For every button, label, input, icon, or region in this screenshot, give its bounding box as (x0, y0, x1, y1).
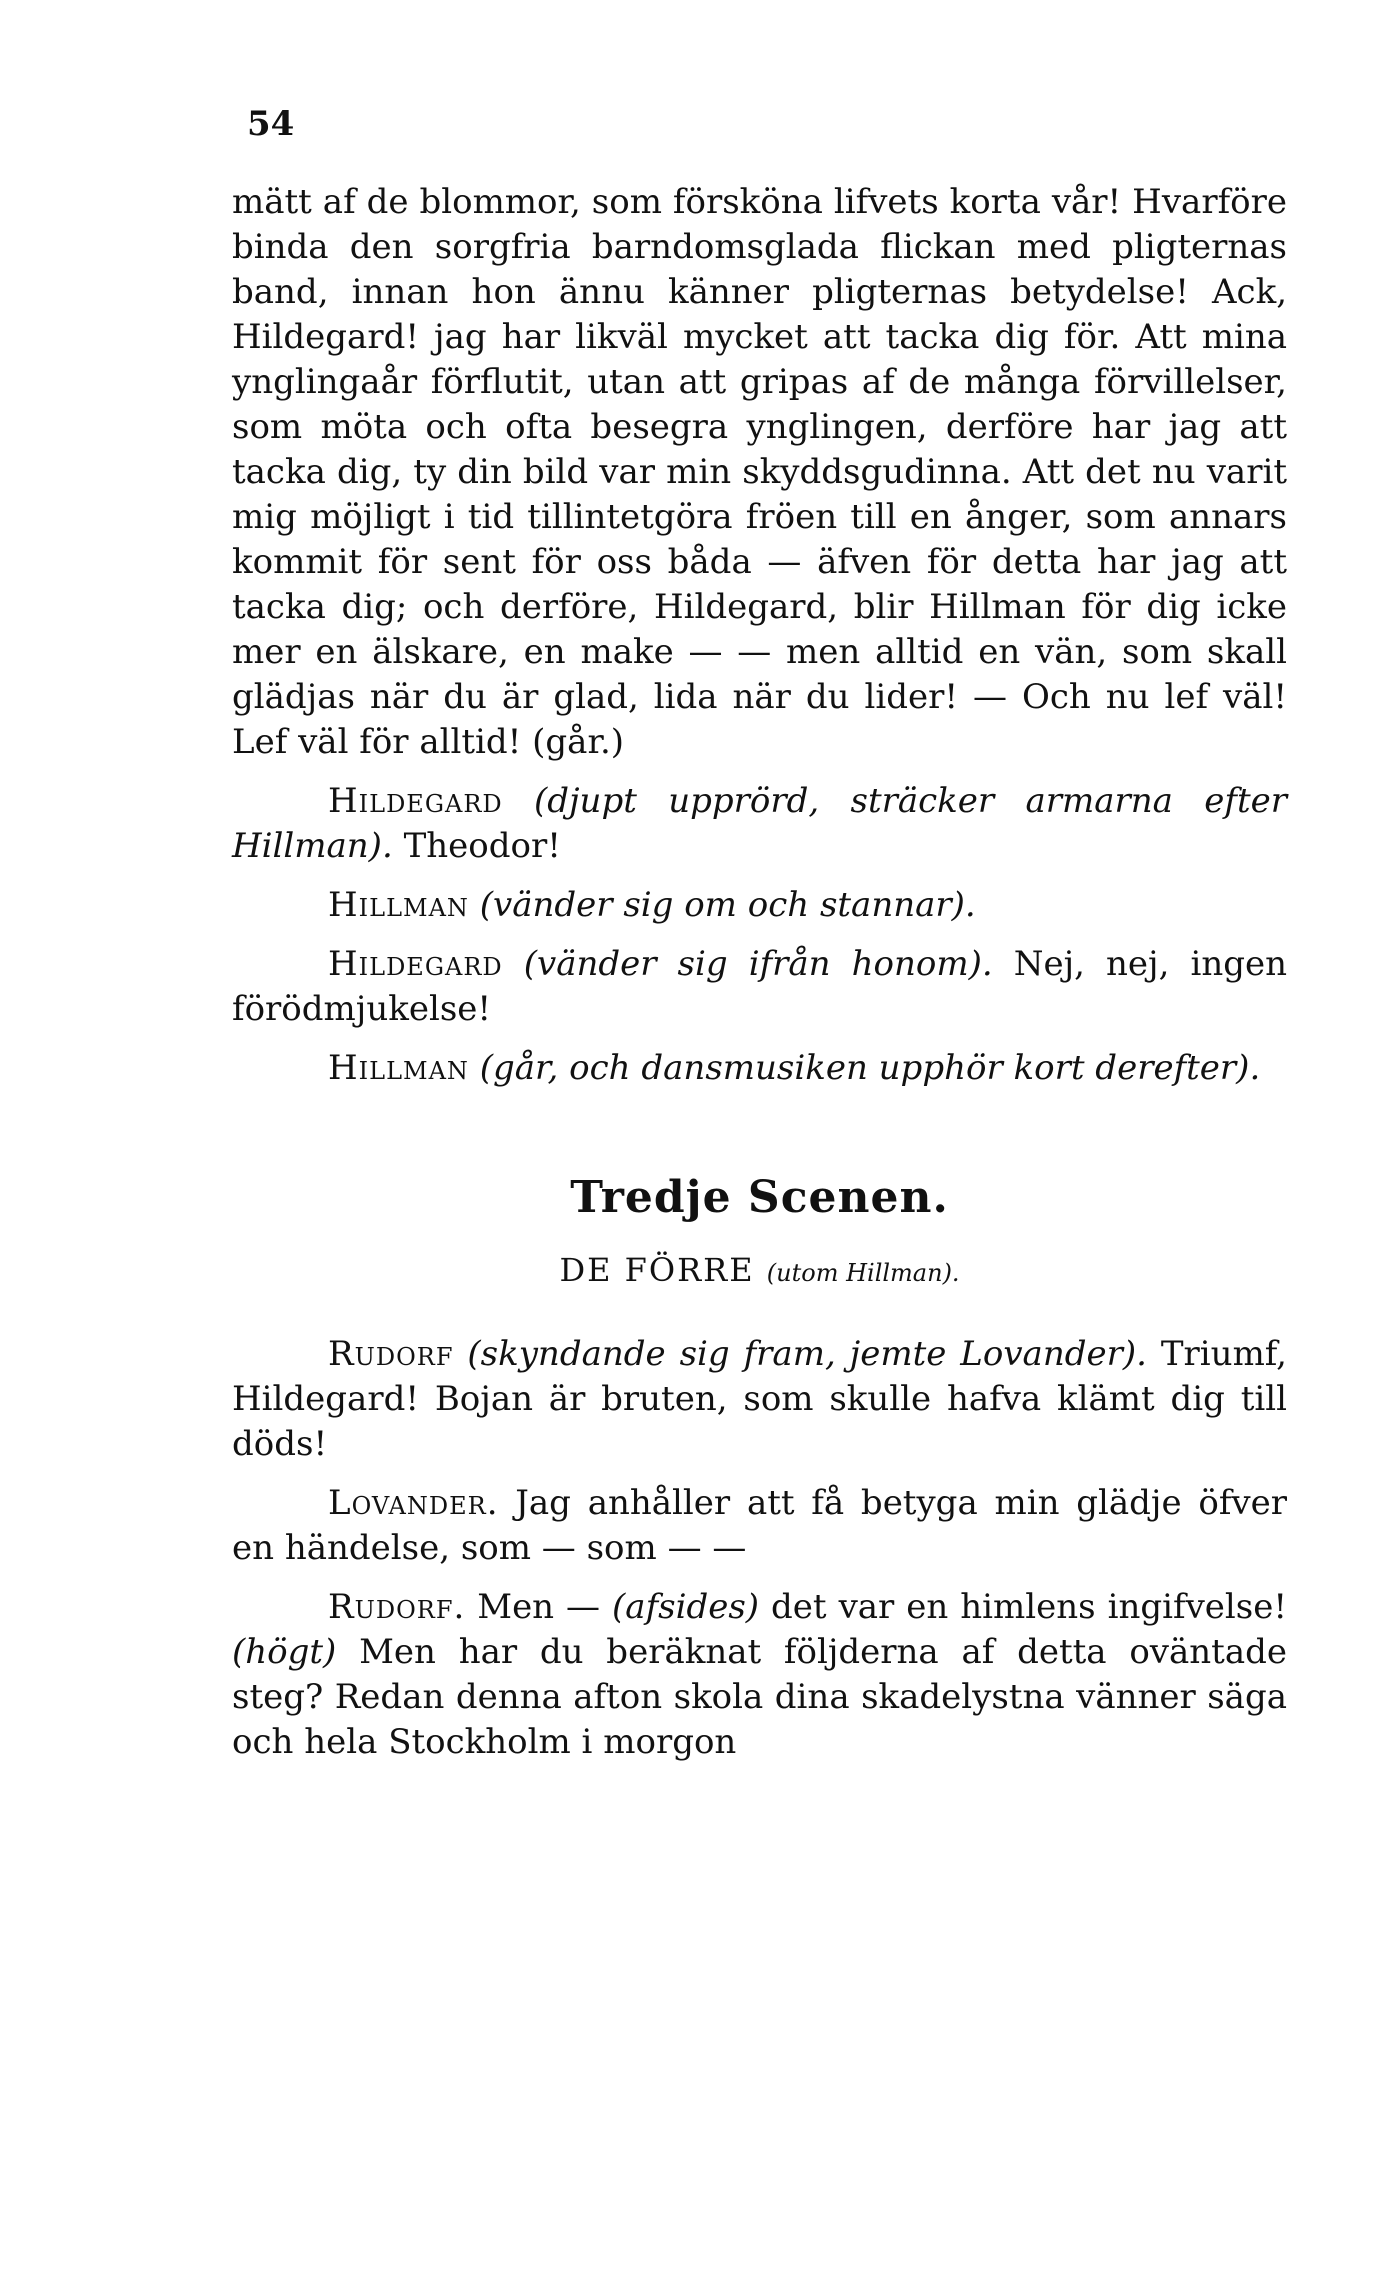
speaker-name: Hildegard (328, 944, 503, 984)
speech-rudorf-2 (232, 1585, 1287, 1765)
speech-text: Nej, nej, ingen förödmjukelse! (232, 944, 1287, 1029)
speech-text: Triumf, Hildegard! Bojan är bruten, som skulle hafva klämt dig till döds! (232, 1334, 1287, 1464)
stage-direction: (högt) (232, 1632, 337, 1672)
speech-text: Jag anhåller att få betyga min glädje öfver en händelse, som — som — — (232, 1483, 1287, 1568)
stage-direction: (djupt upprörd, sträcker armarna efter Hillman). (232, 781, 1287, 866)
speech-hildegard-1 (232, 779, 1287, 869)
speech-text: det var en himlens ingifvelse! (759, 1587, 1287, 1627)
speaker-name: Hildegard (328, 781, 503, 821)
speech-lovander (232, 1481, 1287, 1571)
speech-hillman-1 (232, 883, 1287, 928)
speaker-name: Lovander. (328, 1483, 499, 1523)
stage-direction: (vänder sig om och stannar). (479, 885, 976, 925)
stage-direction: (afsides) (612, 1587, 760, 1627)
speaker-name: Hillman (328, 885, 469, 925)
stage-direction: (skyndande sig fram, jemte Lovander). (467, 1334, 1147, 1374)
speech-rudorf-1 (232, 1332, 1287, 1467)
speaker-name: Rudorf (328, 1334, 454, 1374)
cast-line (232, 1248, 1287, 1296)
cast-label: DE FÖRRE (559, 1251, 755, 1289)
scene-heading: Tredje Scenen. (570, 1172, 949, 1223)
speech-text: Men — (465, 1587, 613, 1627)
opening-paragraph: mätt af de blommor, som försköna lifvets korta vår! Hvarföre binda den sorgfria barndomsglada flickan med pligternas band, innan hon ännu känner pligternas betydelse! Ack, Hildegard! jag har likväl mycket att tacka dig för. Att mina ynglingaår förflutit, utan att gripas af de många förvillelser, som möta och ofta besegra ynglingen, derföre har jag att tacka dig, ty din bild var min skyddsgudinna. Att det nu varit mig möjligt i tid tillintetgöra fröen till en ånger, som annars kommit för sent för oss båda — äfven för detta har jag att tacka dig; och derföre, Hildegard, blir Hillman för dig icke mer en älskare, en make — — men alltid en vän, som skall glädjas när du är glad, lida när du lider! — Och nu lef väl! Lef väl för alltid! (går.) (232, 182, 1287, 762)
stage-direction: (går, och dansmusiken upphör kort derefter). (479, 1048, 1261, 1088)
stage-direction: (vänder sig ifrån honom). (523, 944, 993, 984)
speech-text: Theodor! (392, 826, 561, 866)
page-number: 54 (247, 104, 295, 144)
speech-text: Men har du beräknat följderna af detta oväntade steg? Redan denna afton skola dina skadelystna vänner säga och hela Stockholm i morgon (232, 1632, 1287, 1762)
cast-note: (utom Hillman). (766, 1259, 960, 1287)
speech-hillman-2 (232, 1046, 1287, 1091)
speaker-name: Hillman (328, 1048, 469, 1088)
speech-hildegard-2 (232, 942, 1287, 1032)
speaker-name: Rudorf. (328, 1587, 466, 1627)
page-body (232, 180, 1287, 1765)
